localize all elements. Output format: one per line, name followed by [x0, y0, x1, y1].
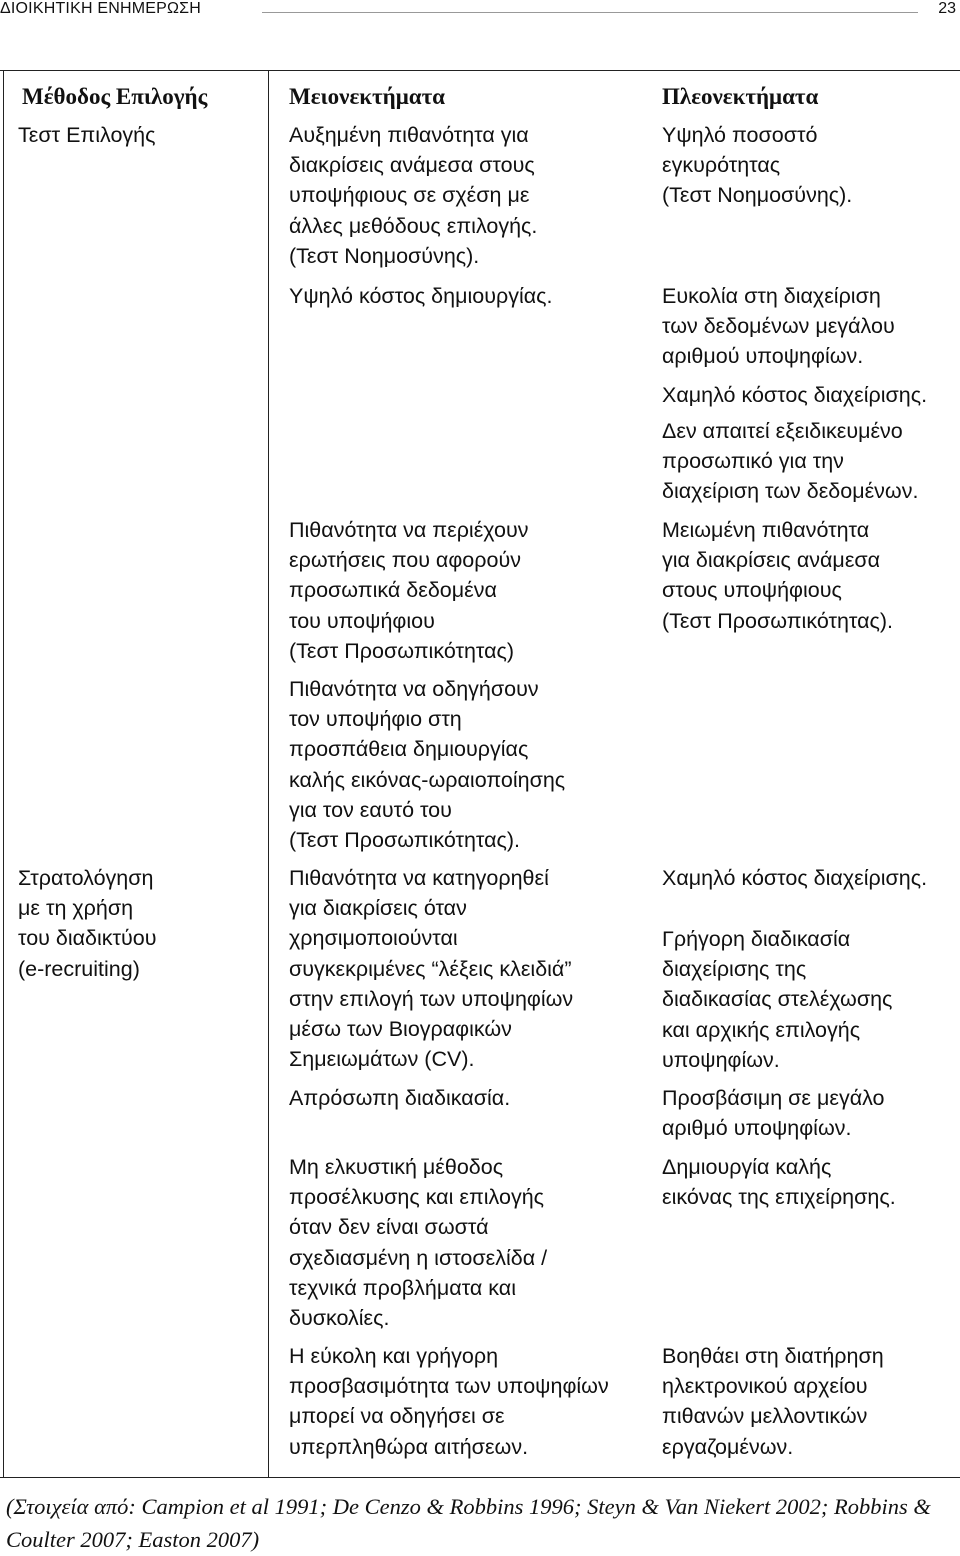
disadvantage-item: Πιθανότητα να περιέχουν ερωτήσεις που αφορούν προσωπικά δεδομένα του υποψήφιου (Τεστ Προσωπικότητας) [289, 518, 529, 663]
advantage-item: Προσβάσιμη σε μεγάλο αριθμό υποψηφίων. [662, 1086, 885, 1141]
disadvantage-item: Απρόσωπη διαδικασία. [289, 1086, 511, 1110]
page-number: 23 [938, 0, 956, 17]
advantage-item: Υψηλό ποσοστό εγκυρότητας (Τεστ Νοημοσύνης). [662, 123, 853, 208]
advantage-item: Γρήγορη διαδικασία διαχείρισης της διαδικασίας στελέχωσης και αρχικής επιλογής υποψηφίων. [662, 927, 893, 1072]
advantage-item: Χαμηλό κόστος διαχείρισης. [662, 383, 928, 407]
advantage-item: Ευκολία στη διαχείριση των δεδομένων μεγάλου αριθμού υποψηφίων. [662, 284, 895, 369]
column-divider-middle [268, 70, 269, 1478]
column-header-disadvantages: Μειονεκτήματα [289, 84, 446, 109]
table-top-rule [0, 70, 960, 71]
advantage-item: Δεν απαιτεί εξειδικευμένο προσωπικό για την διαχείριση των δεδομένων. [662, 419, 919, 504]
row-method-cell: Τεστ Επιλογής [18, 123, 156, 147]
advantage-item: Βοηθάει στη διατήρηση ηλεκτρονικού αρχείου πιθανών μελλοντικών εργαζομένων. [662, 1344, 884, 1459]
journal-title: ΔΙΟΙΚΗΤΙΚΗ ΕΝΗΜΕΡΩΣΗ [0, 0, 201, 17]
source-citation: (Στοιχεία από: Campion et al 1991; De Cenzo & Robbins 1996; Steyn & Van Niekert 2002; Robbins & Coulter 2007; Easton 2007) [6, 1494, 931, 1552]
column-header-method: Μέθοδος Επιλογής [22, 84, 208, 109]
disadvantage-item: Πιθανότητα να οδηγήσουν τον υποψήφιο στη προσπάθεια δημιουργίας καλής εικόνας-ωραιοποίησης για τον εαυτό του (Τεστ Προσωπικότητας). [289, 677, 566, 853]
table-bottom-rule [0, 1477, 960, 1478]
running-header [0, 0, 960, 20]
header-rule [262, 12, 918, 13]
disadvantage-item: Πιθανότητα να κατηγορηθεί για διακρίσεις όταν χρησιμοποιούνται συγκεκριμένες “λέξεις κλειδιά” στην επιλογή των υποψηφίων μέσω των Βιογραφικών Σημειωμάτων (CV). [289, 866, 574, 1072]
selection-methods-table [0, 70, 960, 1478]
column-header-advantages: Πλεονεκτήματα [662, 84, 819, 109]
row-method-cell: Στρατολόγηση με τη χρήση του διαδικτύου (e-recruiting) [18, 866, 157, 981]
advantage-item: Χαμηλό κόστος διαχείρισης. [662, 866, 928, 890]
disadvantage-item: Η εύκολη και γρήγορη προσβασιμότητα των υποψηφίων μπορεί να οδηγήσει σε υπερπληθώρα αιτήσεων. [289, 1344, 609, 1459]
advantage-item: Δημιουργία καλής εικόνας της επιχείρησης. [662, 1155, 896, 1210]
advantage-item: Μειωμένη πιθανότητα για διακρίσεις ανάμεσα στους υποψήφιους (Τεστ Προσωπικότητας). [662, 518, 894, 633]
disadvantage-item: Αυξημένη πιθανότητα για διακρίσεις ανάμεσα στους υποψήφιους σε σχέση με άλλες μεθόδους επιλογής. (Τεστ Νοημοσύνης). [289, 123, 538, 268]
disadvantage-item: Υψηλό κόστος δημιουργίας. [289, 284, 553, 308]
column-divider-left [3, 70, 4, 1478]
disadvantage-item: Μη ελκυστική μέθοδος προσέλκυσης και επιλογής όταν δεν είναι σωστά σχεδιασμένη η ιστοσελίδα / τεχνικά προβλήματα και δυσκολίες. [289, 1155, 548, 1331]
